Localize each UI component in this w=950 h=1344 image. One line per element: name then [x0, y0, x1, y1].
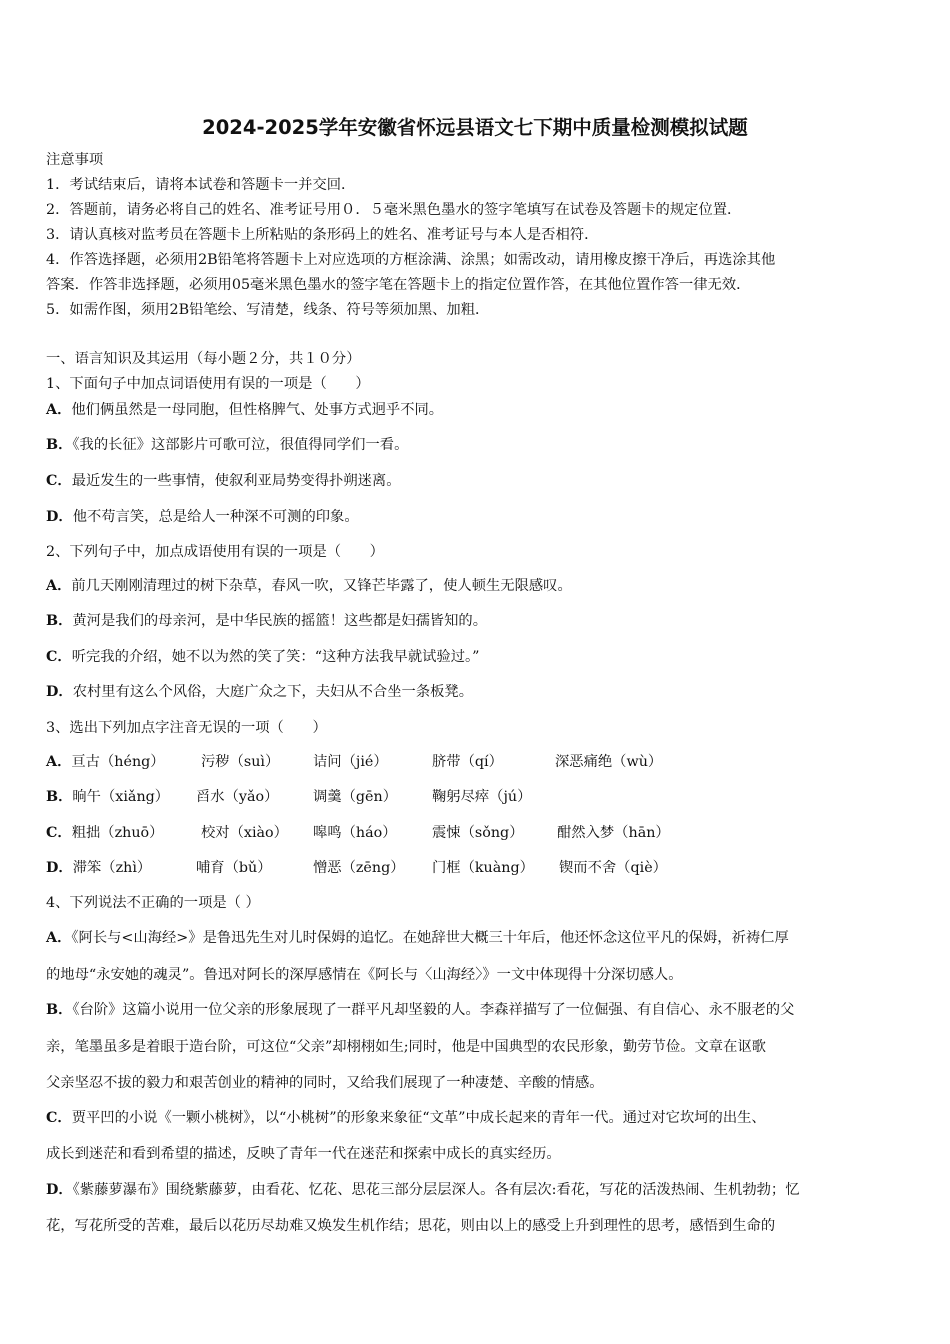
notice-item: 1．考试结束后，请将本试卷和答题卡一并交回． — [46, 177, 356, 193]
option-cell: 震悚（sǒng） — [432, 825, 524, 841]
option-cell: 憎恶（zēng） — [313, 860, 405, 876]
option-c: C．最近发生的一些事情，使叙利亚局势变得扑朔迷离。 — [46, 473, 401, 489]
option-cell: A．亘古（héng） — [46, 754, 165, 770]
option-b-line: 父亲坚忍不拔的毅力和艰苦创业的精神的同时，又给我们展现了一种凄楚、辛酸的情感。 — [46, 1075, 604, 1091]
option-cell: 污秽（suì） — [201, 754, 280, 770]
notice-item: 5．如需作图，须用2B铅笔绘、写清楚，线条、符号等须加黑、加粗． — [46, 302, 490, 318]
question-stem: 4、下列说法不正确的一项是（ ） — [46, 895, 260, 911]
section-heading: 一、语言知识及其运用（每小题２分，共１０分） — [46, 351, 361, 367]
option-cell: 深恶痛绝（wù） — [555, 754, 663, 770]
option-cell: 脐带（qí） — [432, 754, 503, 770]
option-d-line: D．《紫藤萝瀑布》围绕紫藤萝，由看花、忆花、思花三部分层层深人。各有层次:看花，写花的活泼热闹、生机勃勃；忆 — [46, 1182, 800, 1198]
option-b: B．《我的长征》这部影片可歌可泣，很值得同学们一看。 — [46, 437, 409, 453]
option-c: C．听完我的介绍，她不以为然的笑了笑：“这种方法我早就试验过。” — [46, 649, 480, 665]
option-d-line: 花，写花所受的苦难，最后以花历尽劫难又焕发生机作结；思花，则由以上的感受上升到理性的思考，感悟到生命的 — [46, 1218, 776, 1234]
option-cell: 哺育（bǔ） — [196, 860, 272, 876]
option-a: A．他们俩虽然是一母同胞，但性格脾气、处事方式迥乎不同。 — [46, 402, 444, 418]
notice-item: 2．答题前，请务必将自己的姓名、准考证号用０．５毫米黑色墨水的签字笔填写在试卷及答题卡的规定位置． — [46, 202, 742, 218]
option-cell: 嗥鸣（háo） — [313, 825, 397, 841]
option-cell: C．粗拙（zhuō） — [46, 825, 164, 841]
option-b: B．黄河是我们的母亲河，是中华民族的摇篮！这些都是妇孺皆知的。 — [46, 613, 487, 629]
option-a-line: 的地母“永安她的魂灵”。鲁迅对阿长的深厚感情在《阿长与〈山海经〉》一文中体现得十分深切感人。 — [46, 967, 683, 983]
option-b-line: B．《台阶》这篇小说用一位父亲的形象展现了一群平凡却坚毅的人。李森祥描写了一位倔强、有自信心、永不服老的父 — [46, 1002, 795, 1018]
option-cell: 门框（kuàng） — [432, 860, 534, 876]
option-cell: 酣然入梦（hān） — [557, 825, 670, 841]
option-cell: 校对（xiào） — [201, 825, 288, 841]
notice-item: 4．作答选择题，必须用2B铅笔将答题卡上对应选项的方框涂满、涂黑；如需改动，请用橡皮擦干净后，再选涂其他 — [46, 252, 776, 268]
notice-heading: 注意事项 — [46, 152, 104, 168]
option-c-line: 成长到迷茫和看到希望的描述，反映了青年一代在迷茫和探索中成长的真实经历。 — [46, 1146, 561, 1162]
option-d: D．他不苟言笑，总是给人一种深不可测的印象。 — [46, 509, 359, 525]
option-d: D．农村里有这么个风俗，大庭广众之下，夫妇从不合坐一条板凳。 — [46, 684, 474, 700]
option-b-line: 亲，笔墨虽多是着眼于造台阶，可这位“父亲”却栩栩如生;同时，他是中国典型的农民形象，勤劳节俭。文章在讴歌 — [46, 1039, 766, 1055]
option-cell: B．晌午（xiǎng） — [46, 789, 170, 805]
option-cell: 锲而不舍（qiè） — [559, 860, 667, 876]
notice-item: 3．请认真核对监考员在答题卡上所粘贴的条形码上的姓名、准考证号与本人是否相符． — [46, 227, 599, 243]
option-cell: 鞠躬尽瘁（jú） — [432, 789, 532, 805]
option-cell: 诘问（jié） — [313, 754, 388, 770]
question-stem: 2、下列句子中，加点成语使用有误的一项是（ ） — [46, 544, 384, 560]
option-c-line: C．贾平凹的小说《一颗小桃树》，以“小桃树”的形象来象征“文革”中成长起来的青年一代。通过对它坎坷的出生、 — [46, 1110, 766, 1126]
notice-item: 答案．作答非选择题，必须用05毫米黑色墨水的签字笔在答题卡上的指定位置作答，在其他位置作答一律无效． — [46, 277, 751, 293]
page-title: 2024-2025学年安徽省怀远县语文七下期中质量检测模拟试题 — [202, 116, 748, 139]
option-cell: 调羹（gēn） — [313, 789, 398, 805]
option-a-line: A．《阿长与<山海经>》是鲁迅先生对儿时保姆的追忆。在她辞世大概三十年后，他还怀念这位平凡的保姆，祈祷仁厚 — [46, 930, 789, 946]
question-stem: 1、下面句子中加点词语使用有误的一项是（ ） — [46, 376, 370, 392]
question-stem: 3、选出下列加点字注音无误的一项（ ） — [46, 720, 327, 736]
option-cell: D．滞笨（zhì） — [46, 860, 152, 876]
option-cell: 舀水（yǎo） — [196, 789, 279, 805]
option-a: A．前几天刚刚清理过的树下杂草，春风一吹，又锋芒毕露了，使人顿生无限感叹。 — [46, 578, 572, 594]
